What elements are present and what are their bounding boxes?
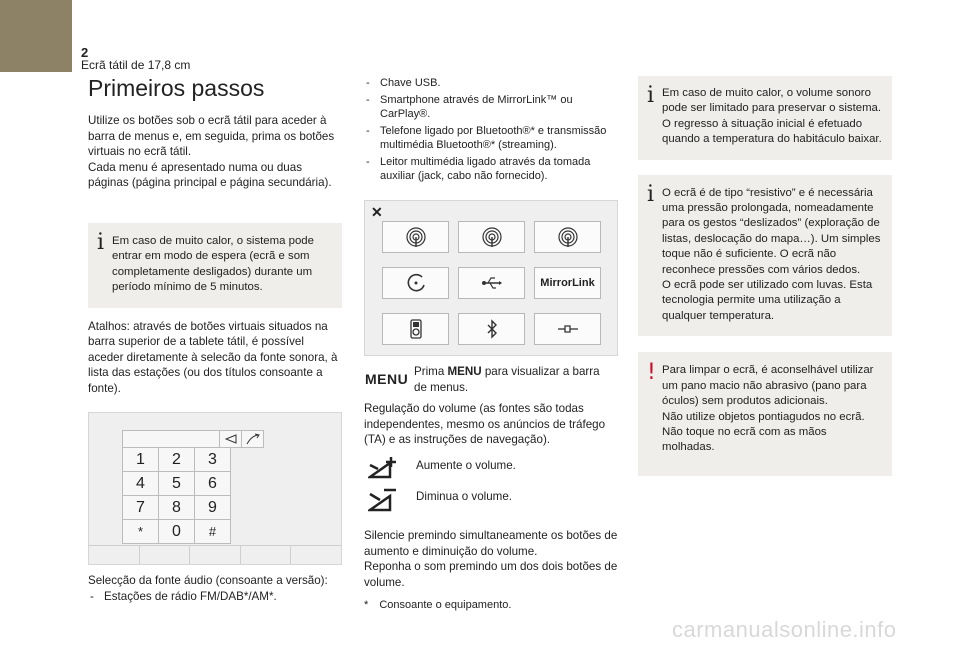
keypad-key: 2 — [159, 448, 195, 472]
footnote — [364, 599, 511, 611]
screen-tab-bar — [89, 545, 341, 564]
page-number: 2 — [81, 45, 89, 60]
backspace-icon — [219, 431, 241, 447]
info-icon: i — [97, 229, 105, 255]
running-head: Ecrã tátil de 17,8 cm — [81, 58, 191, 72]
intro-paragraph: Cada menu é apresentado numa ou duas páginas (página principal e página secundária). — [88, 160, 332, 190]
mirrorlink-logo: MirrorLink — [540, 277, 595, 289]
screen-tab — [190, 546, 241, 564]
usb-icon — [458, 267, 525, 299]
source-list-item: - Telefone ligado por Bluetooth®* e transmissão multimédia Bluetooth®* (streaming). — [364, 124, 618, 153]
info-icon: i — [647, 83, 655, 108]
section-title: Primeiros passos — [88, 75, 265, 101]
info-note — [88, 223, 342, 308]
footnote-mark: * — [364, 599, 369, 611]
warning-icon: ! — [647, 360, 656, 386]
screen-tab — [89, 546, 140, 564]
warning-text: Não toque no ecrã com as mãos molhadas. — [662, 425, 827, 454]
info-note-text: O ecrã pode ser utilizado com luvas. Esta tecnologia permite uma utilização a qualquer temperatura. — [662, 279, 873, 322]
aux-icon — [534, 313, 601, 345]
mirrorlink-tile — [534, 267, 601, 299]
column-right — [638, 76, 892, 476]
radio-icon — [458, 221, 525, 253]
source-list-item: - Estações de rádio FM/DAB*/AM*. — [88, 589, 342, 605]
keypad-key: 6 — [195, 472, 231, 496]
keypad-key: 5 — [159, 472, 195, 496]
volume-down-icon — [368, 486, 398, 512]
screen-tab — [291, 546, 341, 564]
warning-text: Para limpar o ecrã, é aconselhável utilizar um pano macio não abrasivo (pano para óculos) sem produtos adicionais. — [662, 364, 874, 408]
mute-paragraph: Silencie premindo simultaneamente os botões de aumento e diminuição do volume. — [364, 529, 618, 558]
keypad-grid — [122, 448, 232, 544]
keypad-top-bar — [122, 430, 264, 448]
screen-tab — [241, 546, 292, 564]
shortcuts-paragraph: Atalhos: através de botões virtuais situados na barra superior de a tablete tátil, é possível aceder diretamente à selecão da fonte sonora, à lista das estações (ou dos títulos consoante a fonte). — [88, 319, 338, 395]
info-note-text: O ecrã é de tipo “resistivo” e é necessária uma pressão prolongada, nomeadamente para os gestos “deslizados” (exploração de listas, deslocação do mapa…). Um simples toque não é suficiente. O ecrã não reconhece pressões com vários dedos. — [662, 186, 881, 276]
column-left — [88, 75, 342, 396]
mute-block — [364, 528, 618, 590]
corner-tab — [0, 0, 72, 72]
volume-down-text: Diminua o volume. — [416, 490, 513, 503]
keypad-key: 9 — [195, 496, 231, 520]
source-tiles — [382, 221, 601, 345]
warning-text: Não utilize objetos pontiagudos no ecrã. — [662, 410, 865, 423]
volume-paragraph: Regulação do volume (as fontes são todas independentes, mesmo os anúncios de tráfego (TA) e as instruções de navegação). — [364, 402, 606, 446]
ipod-icon — [382, 313, 449, 345]
column-middle — [364, 76, 618, 186]
keypad-key: 0 — [159, 520, 195, 544]
keypad-key: 3 — [195, 448, 231, 472]
footnote-text: Consoante o equipamento. — [379, 599, 512, 611]
source-list-item: - Smartphone através de MirrorLink™ ou CarPlay®. — [364, 93, 618, 122]
keypad-key: 4 — [123, 472, 159, 496]
bluetooth-icon — [458, 313, 525, 345]
info-note-heat — [638, 76, 892, 160]
source-select-block — [88, 573, 342, 606]
info-note-resistive — [638, 175, 892, 337]
screen-tab — [140, 546, 191, 564]
keypad-key: 1 — [123, 448, 159, 472]
menu-instruction-text: Prima MENU para visualizar a barra de menus. — [414, 365, 600, 394]
edit-icon — [241, 431, 263, 447]
close-icon: ✕ — [371, 204, 383, 220]
source-select-text: Selecção da fonte áudio (consoante a versão): — [88, 574, 328, 587]
volume-up-text: Aumente o volume. — [416, 459, 516, 472]
keypad-key: * — [123, 520, 159, 544]
radio-icon — [382, 221, 449, 253]
intro-paragraph: Utilize os botões sob o ecrã tátil para aceder à barra de menus e, em seguida, prima os botões virtuais no ecrã tátil. — [88, 114, 335, 159]
source-list-item: - Chave USB. — [364, 76, 618, 91]
source-list — [88, 589, 342, 605]
keypad-key: 8 — [159, 496, 195, 520]
source-screen-illustration — [364, 200, 618, 356]
keypad — [122, 430, 264, 544]
info-note-text: Em caso de muito calor, o sistema pode entrar em modo de espera (ecrã e som completamente desligados) durante um período mínimo de 5 minutos. — [112, 234, 314, 294]
keypad-screen-illustration — [88, 412, 342, 565]
info-note-text: Em caso de muito calor, o volume sonoro pode ser limitado para preservar o sistema. O regresso à situação inicial é efetuado quando a temperatura do habitáculo baixar. — [662, 87, 882, 146]
keypad-key: # — [195, 520, 231, 544]
mute-paragraph: Reponha o som premindo um dos dois botões de volume. — [364, 560, 618, 589]
menu-button-label: MENU — [365, 371, 409, 387]
keypad-key: 7 — [123, 496, 159, 520]
volume-block — [364, 401, 618, 448]
volume-up-icon — [368, 455, 398, 481]
source-list-item: - Leitor multimédia ligado através da tomada auxiliar (jack, cabo não fornecido). — [364, 155, 618, 184]
cd-icon — [382, 267, 449, 299]
watermark: carmanualsonline.info — [672, 617, 897, 642]
info-icon: i — [647, 181, 655, 207]
source-list-continued — [364, 76, 618, 184]
radio-icon — [534, 221, 601, 253]
warning-note — [638, 352, 892, 475]
